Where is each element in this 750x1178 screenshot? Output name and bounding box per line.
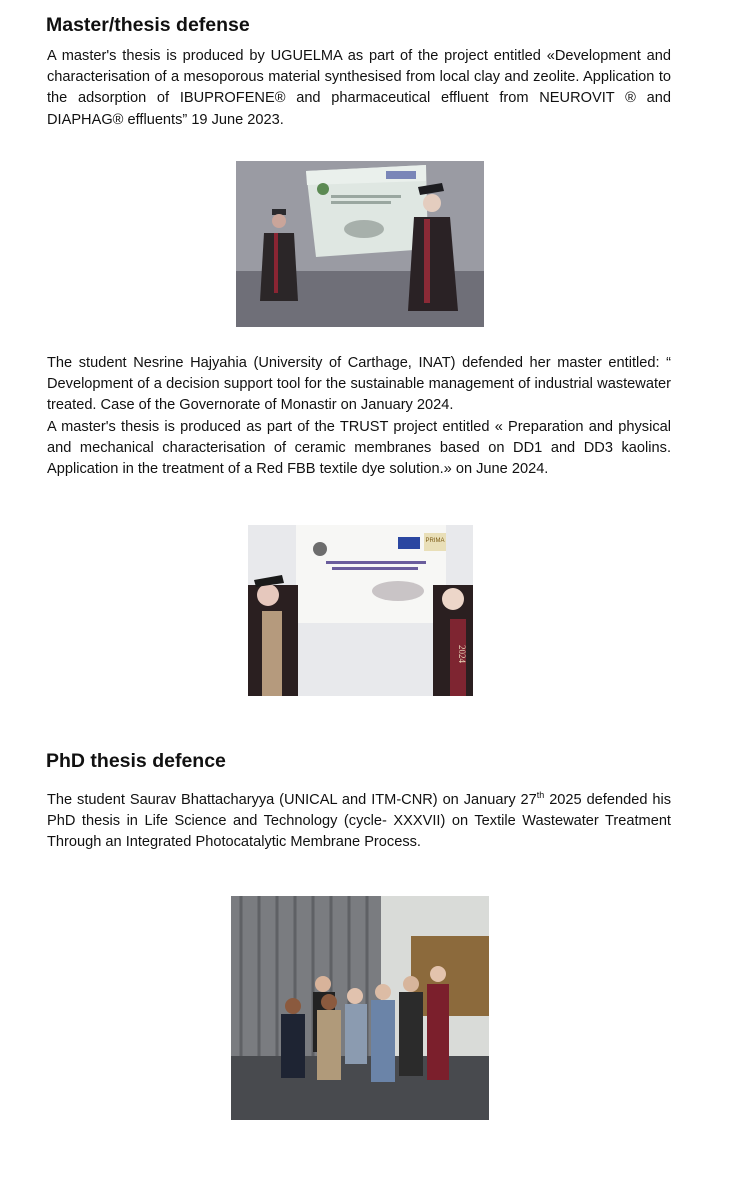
master-heading: Master/thesis defense <box>46 14 250 36</box>
master-paragraph-1: A master's thesis is produced by UGUELMA as part of the project entitled «Development and characterisation of a mesoporous material synthesised from local clay and zeolite. Application to the adsorption of IBUPROFENE® and pharmaceutical effluent from NEUROVIT ® and DIAPHAG® effluents” 19 June 2023. <box>47 48 671 128</box>
phd-paragraph-start: The student Saurav Bhattacharyya (UNICAL and ITM-CNR) on January 27 <box>47 791 537 808</box>
photo-master-defense-2024 <box>248 525 473 696</box>
prima-logo-text: PRIMA <box>425 538 445 544</box>
phd-paragraph-end: 2025 defended his PhD thesis in Life Science and Technology (cycle- XXXVII) on Textile Wastewater Treatment Through an Integrated Photocatalytic Membrane Process. <box>47 791 671 851</box>
photo-phd-defense-group <box>231 896 489 1120</box>
phd-heading: PhD thesis defence <box>46 750 226 772</box>
gown-year-text: 2024 <box>457 645 467 663</box>
master-paragraph-2: The student Nesrine Hajyahia (University of Carthage, INAT) defended her master entitled: “ Development of a decision support tool for the sustainable management of industrial wastewater treated. Case of the Governorate of Monastir on January 2024. <box>47 355 671 414</box>
photo-master-defense-2023 <box>236 161 484 327</box>
phd-paragraph <box>47 785 671 853</box>
phd-paragraph-sup: th <box>536 790 545 800</box>
master-paragraph-3: A master's thesis is produced as part of the TRUST project entitled « Preparation and physical and mechanical characterisation of ceramic membranes based on DD1 and DD3 kaolins. Application in the treatment of a Red FBB textile dye solution.» on June 2024. <box>47 419 671 478</box>
